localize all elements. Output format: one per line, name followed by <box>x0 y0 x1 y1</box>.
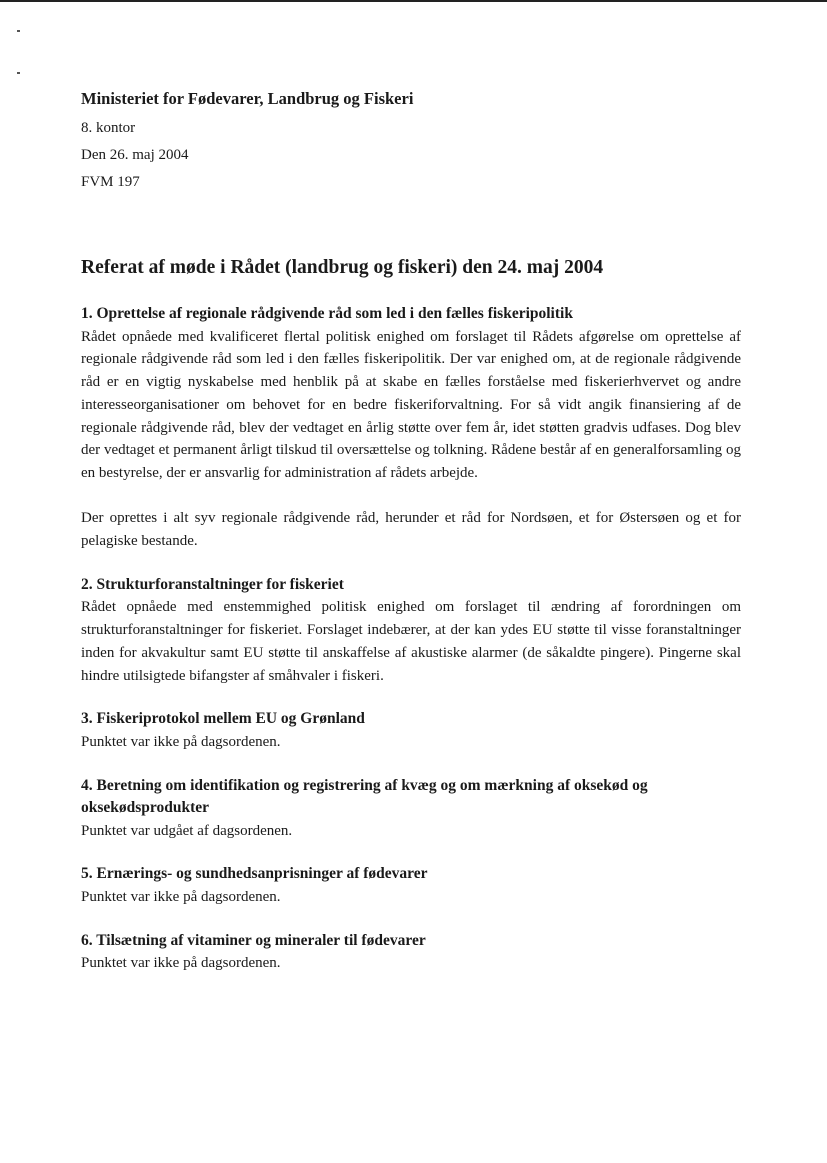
date-line: Den 26. maj 2004 <box>81 147 189 163</box>
document-title: Referat af møde i Rådet (landbrug og fiskeri) den 24. maj 2004 <box>81 257 604 278</box>
scan-mark <box>17 30 20 32</box>
section-paragraph: Punktet var ikke på dagsordenen. <box>81 888 281 905</box>
scan-mark <box>17 72 20 74</box>
section-paragraph: Der oprettes i alt syv regionale rådgivende råd, herunder et råd for Nordsøen, et for Østersøen og et for pelagiske bestande. <box>81 510 741 549</box>
section-heading: 3. Fiskeriprotokol mellem EU og Grønland <box>81 710 365 728</box>
section-5 <box>81 863 741 908</box>
section-heading: 2. Strukturforanstaltninger for fiskeriet <box>81 575 344 593</box>
section-paragraph: Rådet opnåede med enstemmighed politisk enighed om forslaget til ændring af forordningen om strukturforanstaltninger for fiskeriet. Forslaget indebærer, at der kan ydes EU støtte til visse foranstaltninger inden for akvakultur samt EU støtte til anskaffelse af akustiske alarmer (de såkaldte pingere). Pingerne skal hindre utilsigtede bifangster af småhvaler i fiskeri. <box>81 599 741 684</box>
section-2 <box>81 574 741 688</box>
section-paragraph: Punktet var ikke på dagsordenen. <box>81 955 281 972</box>
office-line: 8. kontor <box>81 120 136 136</box>
section-heading: 4. Beretning om identifikation og registrering af kvæg og om mærkning af oksekød og oksekødsprodukter <box>81 776 648 817</box>
section-3 <box>81 708 741 753</box>
section-6 <box>81 930 741 975</box>
ministry-name: Ministeriet for Fødevarer, Landbrug og Fiskeri <box>81 89 414 108</box>
section-4 <box>81 775 741 843</box>
reference-line: FVM 197 <box>81 174 140 190</box>
section-paragraph: Punktet var ikke på dagsordenen. <box>81 733 281 750</box>
top-scan-rule <box>0 0 827 2</box>
document-body <box>81 303 741 996</box>
letterhead <box>81 88 741 196</box>
section-heading: 1. Oprettelse af regionale rådgivende råd som led i den fælles fiskeripolitik <box>81 305 573 322</box>
section-1 <box>81 303 741 553</box>
section-heading: 5. Ernærings- og sundhedsanprisninger af fødevarer <box>81 865 428 883</box>
section-paragraph: Rådet opnåede med kvalificeret flertal politisk enighed om forslaget til Rådets afgørelse om oprettelse af regionale rådgivende råd som led i den fælles fiskeripolitik. Der var enighed om, at de regionale rådgivende råd er en vigtig nyskabelse med henblik på at skabe en fælles forståelse med fiskerierhvervet og andre interesseorganisationer om behovet for en bedre fiskeriforvaltning. For så vidt angik finansiering af de regionale rådgivende råd, blev der vedtaget en årlig støtte over fem år, idet støtten gradvis udfases. Dog blev der vedtaget et permanent årligt tilskud til oversættelse og tolkning. Rådene består af en generalforsamling og en bestyrelse, der er ansvarlig for administration af rådets arbejde. <box>81 328 741 482</box>
section-heading: 6. Tilsætning af vitaminer og mineraler til fødevarer <box>81 931 426 949</box>
section-paragraph: Punktet var udgået af dagsordenen. <box>81 822 293 839</box>
